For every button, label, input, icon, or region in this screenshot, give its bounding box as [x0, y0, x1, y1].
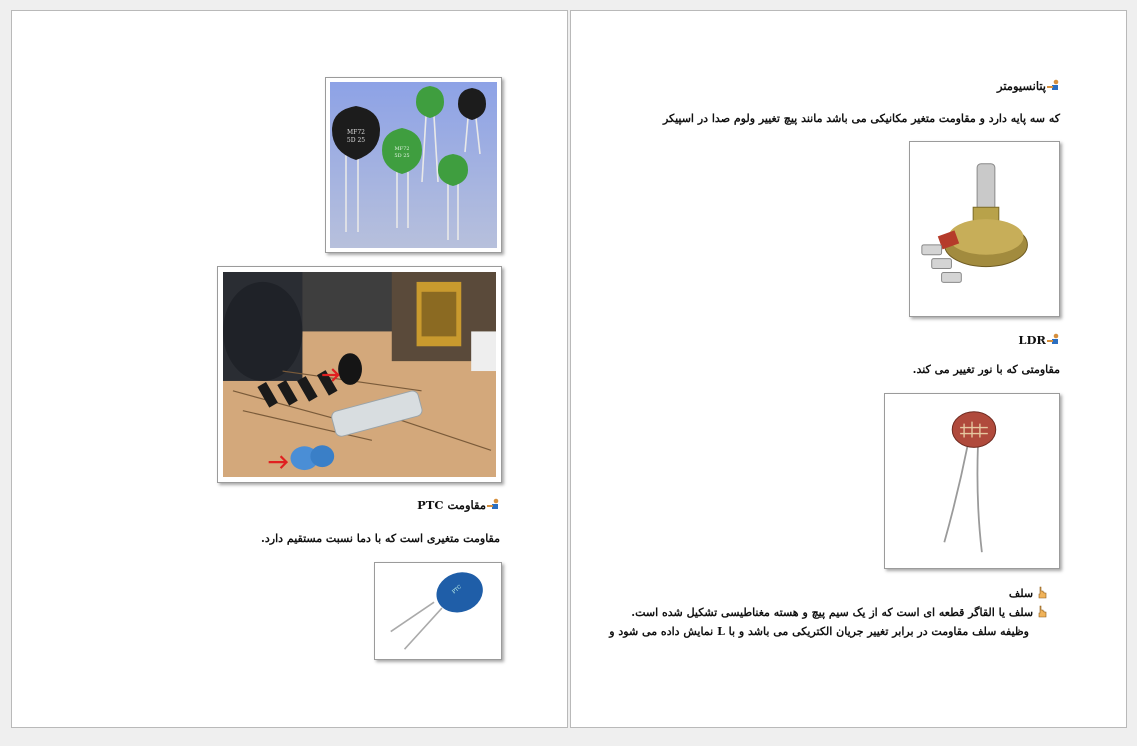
potentiometer-description: که سه پایه دارد و مقاومت متغیر مکانیکی می باشد مانند پیچ تغییر ولوم صدا در اسپیکر: [662, 112, 1060, 125]
pointing-figure-icon: [1046, 79, 1060, 92]
pointing-figure-icon: [486, 498, 500, 511]
potentiometer-heading-text: پتانسیومتر: [996, 79, 1046, 93]
document-page-right: [570, 10, 1127, 728]
ptc-description: مقاومت متغیری است که با دما نسبت مستقیم دارد.: [261, 532, 500, 545]
pointing-figure-icon: [1046, 333, 1060, 346]
ptc-heading-text: مقاومت PTC: [417, 498, 486, 512]
thermistor-label: MF72: [347, 129, 365, 136]
potentiometer-heading: [997, 79, 1060, 93]
ntc-thermistors-image: [325, 77, 502, 253]
ldr-description: مقاومتی که با نور تغییر می کند.: [912, 363, 1060, 376]
ldr-image: [884, 393, 1060, 569]
ptc-heading: [417, 498, 500, 512]
inductor-list-item: [1009, 586, 1047, 601]
svg-text:PTC: PTC: [451, 584, 463, 596]
inductor-note: وظیفه سلف مقاومت در برابر تغییر جریان الکتریکی می باشد و با L نمایش داده می شود و: [609, 625, 1029, 638]
inductor-item-text: سلف: [1008, 587, 1034, 600]
document-page-left: [11, 10, 568, 728]
thermistor-label: 5D 25: [394, 153, 410, 159]
ldr-heading-text: LDR: [1018, 333, 1046, 347]
inductor-list-item: [631, 605, 1047, 620]
thermistor-label: 5D 25: [346, 137, 366, 144]
thermistor-label: MF72: [394, 146, 410, 152]
inductor-item-text: سلف یا القاگر قطعه ای است که از یک سیم پیچ و هسته مغناطیسی تشکیل شده است.: [631, 606, 1034, 619]
potentiometer-image: [909, 141, 1060, 317]
pointing-hand-icon: [1037, 586, 1047, 599]
ptc-resistor-image: [374, 562, 502, 660]
pointing-hand-icon: [1037, 605, 1047, 618]
circuit-board-image: [217, 266, 502, 483]
ldr-heading: [1018, 333, 1060, 347]
